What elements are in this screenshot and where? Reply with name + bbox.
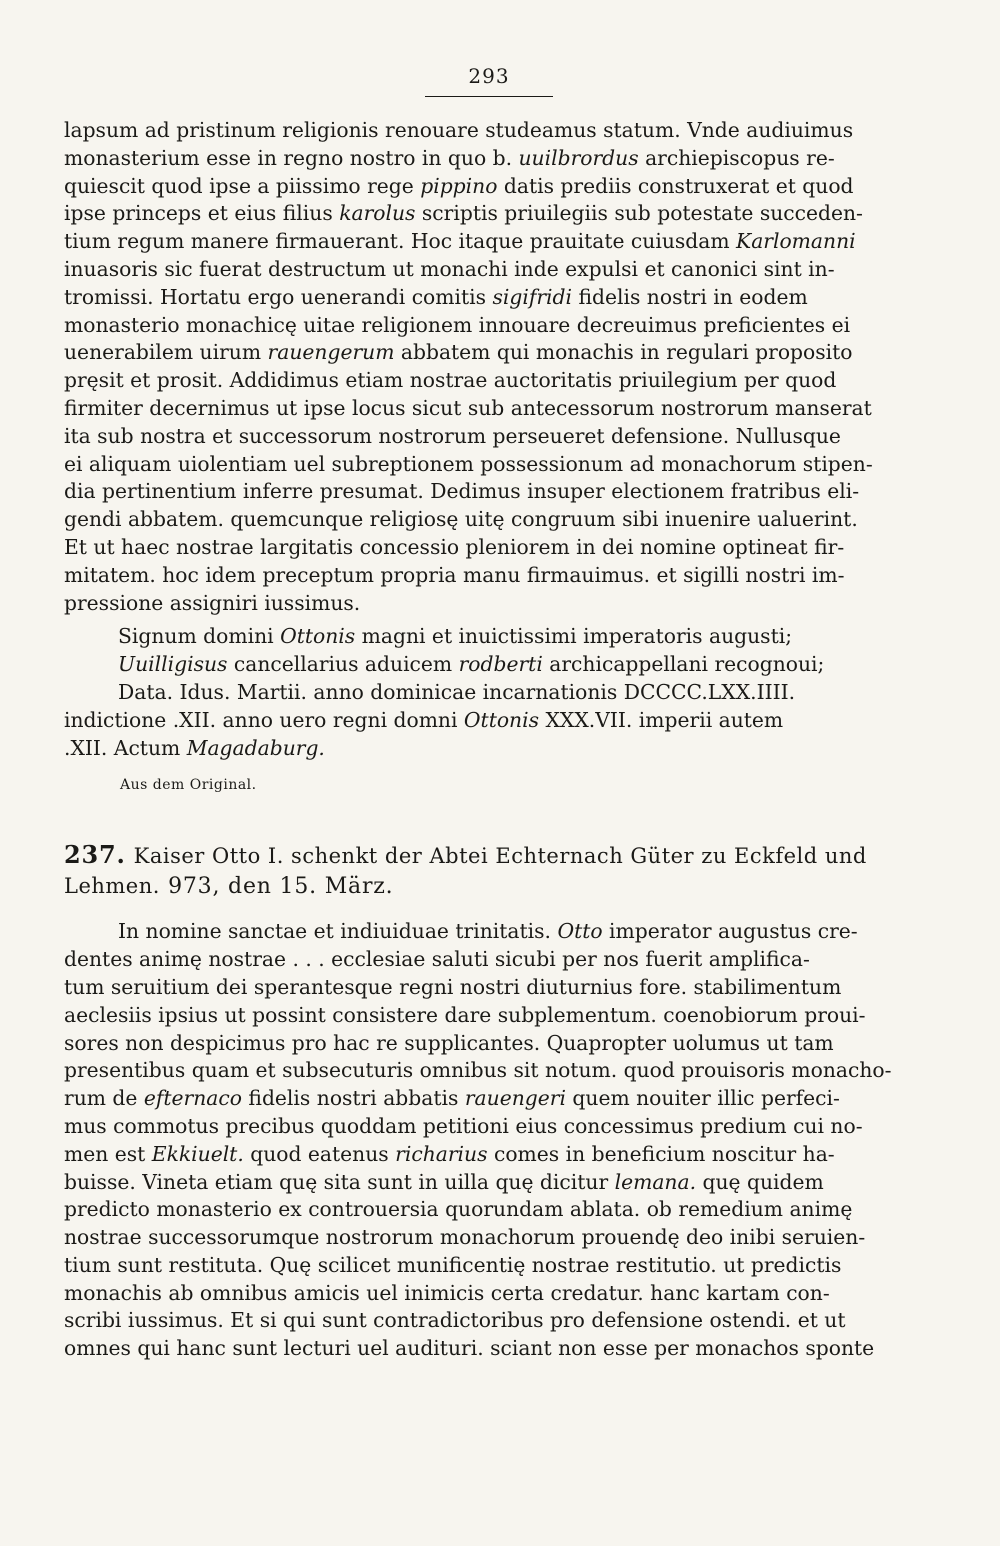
document-one-body [64,117,914,762]
text-line: monachis ab omnibus amicis uel inimicis certa credatur. hanc kartam con- [64,1280,830,1305]
text-line: dia pertinentium inferre presumat. Dedimus insuper electionem fratribus eli- [64,479,860,504]
text-line: pręsit et prosit. Addidimus etiam nostrae auctoritatis priuilegium per quod [64,368,837,393]
text-line: mus commotus precibus quoddam petitioni eius concessimus predium cui no- [64,1113,863,1138]
text-line: predicto monasterio ex controuersia quorundam ablata. ob remedium animę [64,1197,853,1222]
text-line: tium sunt restituta. Quę scilicet munificentię nostrae restitutio. ut predictis [64,1252,842,1277]
recognition-line: Uuilligisus cancellarius aduicem rodberti archicappellani recognoui; [118,652,825,677]
actum-line: .XII. Actum Magadaburg. [64,735,325,760]
indiction-line: indictione .XII. anno uero regni domni Ottonis XXX.VII. imperii autem [64,707,784,732]
data-line: Data. Idus. Martii. anno dominicae incarnationis DCCCC.LXX.IIII. [118,679,796,704]
text-line: omnes qui hanc sunt lecturi uel audituri. sciant non esse per monachos sponte [64,1336,875,1361]
italic-name: pippino [420,173,498,198]
italic-name: rauengeri [464,1086,566,1111]
italic-name: efternaco [143,1086,242,1111]
text-line: scribi iussimus. Et si qui sunt contradictoribus pro defensione ostendi. et ut [64,1308,846,1333]
text-line: nostrae successorumque nostrorum monachorum prouendę deo inibi seruien- [64,1225,866,1250]
text-line: Et ut haec nostrae largitatis concessio pleniorem in dei nomine optineat fir- [64,534,845,559]
text-line: mitatem. hoc idem preceptum propria manu firmauimus. et sigilli nostri im- [64,562,845,587]
text-line: tium regum manere firmauerant. Hoc itaque prauitate cuiusdam Karlomanni [64,229,856,254]
document-two-body [64,918,914,1363]
text-line: ipse princeps et eius filius karolus scriptis priuilegiis sub potestate succeden- [64,201,863,226]
signum-line: Signum domini Ottonis magni et inuictissimi imperatoris augusti; [118,624,793,649]
text-line: presentibus quam et subsecuturis omnibus sit notum. quod prouisoris monacho- [64,1058,892,1083]
text-line: inuasoris sic fuerat destructum ut monachi inde expulsi et canonici sint in- [64,256,835,281]
text-line: quiescit quod ipse a piissimo rege pippino datis prediis construxerat et quod [64,173,854,198]
italic-name: lemana. [614,1169,697,1194]
text-line: tum seruitium dei sperantesque regni nostri diuturnius fore. stabilimentum [64,974,842,999]
text-line: firmiter decernimus ut ipse locus sicut sub antecessorum nostrorum manserat [64,395,872,420]
text-line: uenerabilem uirum rauengerum abbatem qui monachis in regulari proposito [64,340,853,365]
heading-date: 973, den 15. März. [168,874,394,900]
text-line: ei aliquam uiolentiam uel subreptionem possessionum ad monachorum stipen- [64,451,873,476]
italic-name: rauengerum [267,340,395,365]
page-number: 293 [468,64,510,88]
header-rule [425,96,553,97]
italic-name: Ekkiuelt. [151,1141,244,1166]
text-line: sores non despicimus pro hac re supplicantes. Quapropter uolumus ut tam [64,1030,834,1055]
text-line: rum de efternaco fidelis nostri abbatis rauengeri quem nouiter illic perfeci- [64,1086,840,1111]
italic-name: sigifridi [492,284,573,309]
source-note: Aus dem Original. [120,777,257,794]
text-line: buisse. Vineta etiam quę sita sunt in uilla quę dicitur lemana. quę quidem [64,1169,824,1194]
heading-title-1: Kaiser Otto I. schenkt der Abtei Echternach Güter zu Eckfeld und [133,844,867,869]
document-heading [64,840,914,902]
text-line: monasterium esse in regno nostro in quo b. uuilbrordus archiepiscopus re- [64,145,835,170]
italic-name: Karlomanni [736,229,856,254]
heading-line-2 [64,871,914,902]
text-line: gendi abbatem. quemcunque religiosę uitę congruum sibi inuenire ualuerint. [64,507,858,532]
text-line: monasterio monachicę uitae religionem innouare decreuimus preficientes ei [64,312,851,337]
document-number: 237. [64,840,126,870]
italic-name: karolus [339,201,416,226]
text-line: pressione assigniri iussimus. [64,590,361,615]
text-line: tromissi. Hortatu ergo uenerandi comitis sigifridi fidelis nostri in eodem [64,284,808,309]
text-line: dentes animę nostrae . . . ecclesiae saluti sicubi per nos fuerit amplifica- [64,947,810,972]
italic-name: uuilbrordus [518,145,639,170]
italic-name: Otto [557,919,603,944]
text-line: men est Ekkiuelt. quod eatenus richarius comes in beneficium noscitur ha- [64,1141,835,1166]
heading-title-2: Lehmen. [64,874,160,899]
text-line: lapsum ad pristinum religionis renouare studeamus statum. Vnde audiuimus [64,118,854,142]
heading-line-1 [64,840,914,871]
text-line: In nomine sanctae et indiuiduae trinitatis. Otto imperator augustus cre- [118,919,858,944]
text-line: ita sub nostra et successorum nostrorum perseueret defensione. Nullusque [64,423,841,448]
text-line: aeclesiis ipsius ut possint consistere dare subplementum. coenobiorum proui- [64,1002,866,1027]
italic-name: richarius [395,1141,488,1166]
